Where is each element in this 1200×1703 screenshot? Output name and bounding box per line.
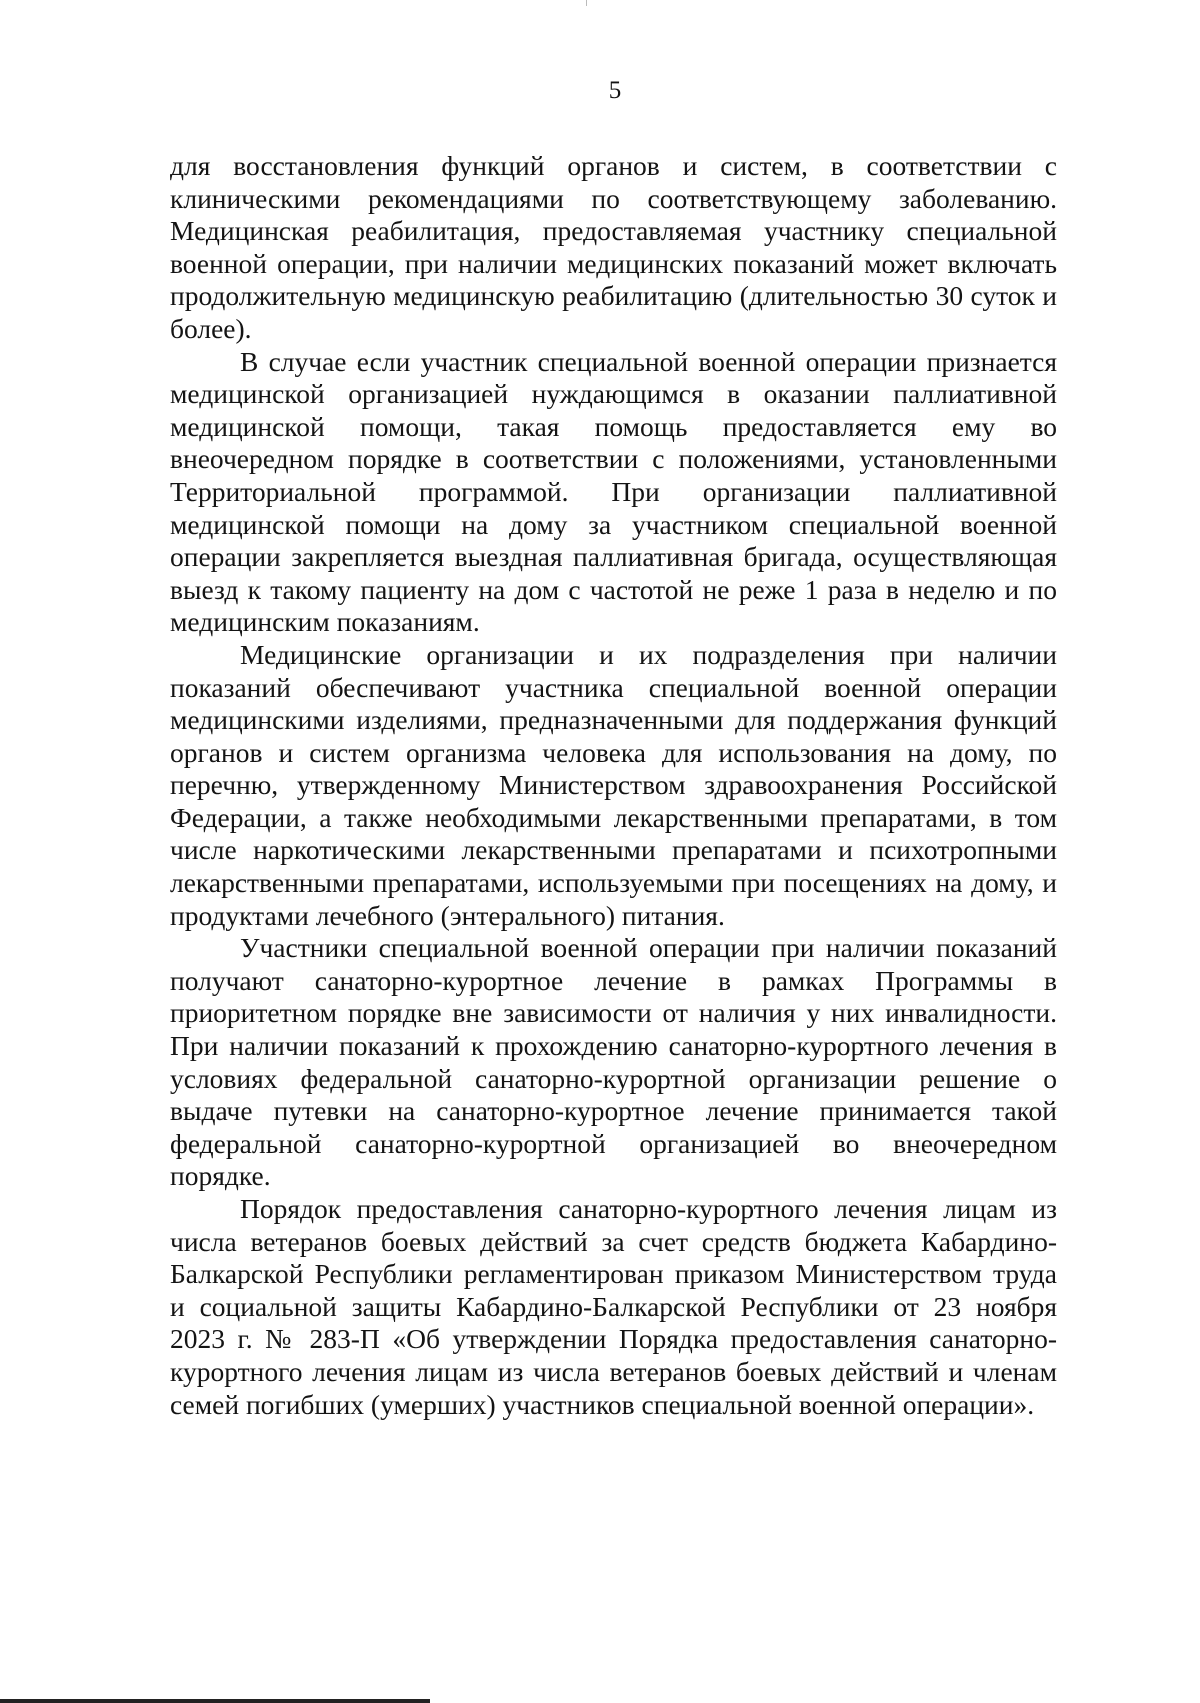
paragraph-sanatorium-procedure: Порядок предоставления санаторно-курортного лечения лицам из числа ветеранов боевых действий за счет средств бюджета Кабардино-Балкарской Республики регламентирован приказом Министерством труда и социальной защиты Кабардино-Балкарской Республики от 23 ноября 2023 г. № 283-П «Об утверждении Порядка предоставления санаторно-курортного лечения лицам из числа ветеранов боевых действий и членам семей погибших (умерших) участников специальной военной операции». [170, 1193, 1057, 1420]
paragraph-palliative-care: В случае если участник специальной военной операции признается медицинской организацией нуждающимся в оказании паллиативной медицинской помощи, такая помощь предоставляется ему во внеочередном порядке в соответствии с положениями, установленными Территориальной программой. При организации паллиативной медицинской помощи на дому за участником специальной военной операции закрепляется выездная паллиативная бригада, осуществляющая выезд к такому пациенту на дом с частотой не реже 1 раза в неделю и по медицинским показаниям. [170, 345, 1057, 638]
bottom-scan-edge [0, 1699, 430, 1703]
paragraph-sanatorium-treatment: Участники специальной военной операции при наличии показаний получают санаторно-курортное лечение в рамках Программы в приоритетном порядке вне зависимости от наличия у них инвалидности. При наличии показаний к прохождению санаторно-курортного лечения в условиях федеральной санаторно-курортной организации решение о выдаче путевки на санаторно-курортное лечение принимается такой федеральной санаторно-курортной организацией во внеочередном порядке. [170, 932, 1057, 1192]
scan-mark [586, 0, 587, 6]
paragraph-medical-devices: Медицинские организации и их подразделения при наличии показаний обеспечивают участника специальной военной операции медицинскими изделиями, предназначенными для поддержания функций органов и систем организма человека для использования на дому, по перечню, утвержденному Министерством здравоохранения Российской Федерации, а также необходимыми лекарственными препаратами, в том числе наркотическими лекарственными препаратами и психотропными лекарственными препаратами, используемыми при посещениях на дому, и продуктами лечебного (энтерального) питания. [170, 638, 1057, 931]
paragraph-rehabilitation: для восстановления функций органов и систем, в соответствии с клиническими рекомендациями по соответствующему заболеванию. Медицинская реабилитация, предоставляемая участнику специальной военной операции, при наличии медицинских показаний может включать продолжительную медицинскую реабилитацию (длительностью 30 суток и более). [170, 150, 1057, 344]
page-number: 5 [608, 77, 622, 104]
document-body [170, 150, 1057, 1421]
